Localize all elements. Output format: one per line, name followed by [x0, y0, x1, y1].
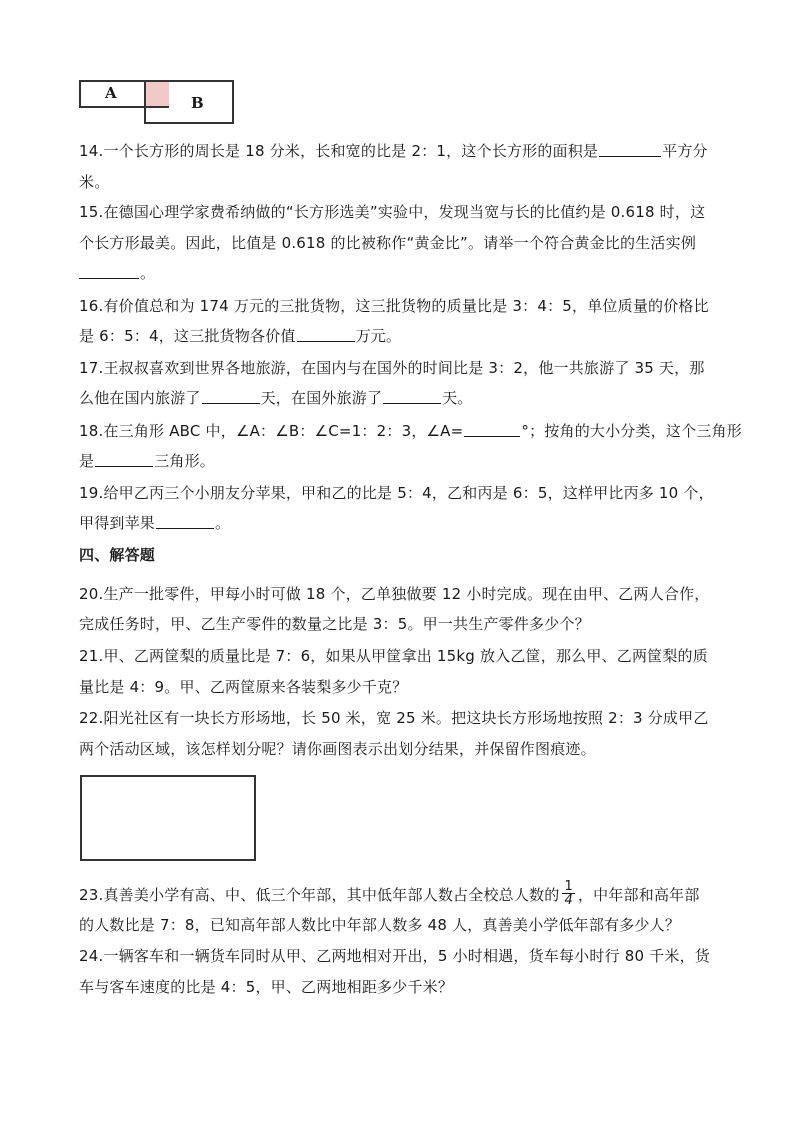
q23-line1: 23.真善美小学有高、中、低三个年部，其中低年部人数占全校总人数的 $\frac{1}{4}$ ，中年部和高年部 — [79, 879, 700, 908]
answer-blank[interactable] — [95, 451, 153, 467]
q14-line2: 米。 — [79, 173, 110, 191]
q19-line1: 19.给甲乙丙三个小朋友分苹果，甲和乙的比是 5：4，乙和丙是 6：5，这样甲比丙多 10 个， — [79, 484, 714, 502]
q17-line2: 么他在国内旅游了 天，在国外旅游了 天。 — [79, 389, 473, 407]
section-heading: 四、解答题 — [79, 546, 156, 564]
q23-line2: 的人数比是 7：8，已知高年部人数比中年部人数多 48 人，真善美小学低年部有多少人？ — [79, 916, 681, 934]
q17-line1: 17.王叔叔喜欢到世界各地旅游，在国内与在国外的时间比是 3：2，他一共旅游了 35 天，那 — [79, 359, 705, 377]
answer-blank[interactable] — [202, 388, 260, 404]
answer-blank[interactable] — [464, 421, 520, 437]
q20-line1: 20.生产一批零件，甲每小时可做 18 个，乙单独做要 12 小时完成。现在由甲、乙两人合作， — [79, 585, 710, 603]
q24-line1: 24.一辆客车和一辆货车同时从甲、乙两地相对开出，5 小时相遇，货车每小时行 80 千米，货 — [79, 947, 710, 965]
answer-blank[interactable] — [383, 388, 441, 404]
q15-line1: 15.在德国心理学家费希纳做的“长方形选美”实验中，发现当宽与长的比值约是 0.618 时，这 — [79, 203, 706, 221]
q19-line2: 甲得到苹果 。 — [79, 514, 231, 532]
q22-line1: 22.阳光社区有一块长方形场地，长 50 米，宽 25 米。把这块长方形场地按照 2：3 分成甲乙 — [79, 709, 709, 727]
q15-line2: 个长方形最美。因此，比值是 0.618 的比被称作“黄金比”。请举一个符合黄金比的生活实例 — [79, 234, 697, 252]
q21-line1: 21.甲、乙两筐梨的质量比是 7：6，如果从甲筐拿出 15kg 放入乙筐，那么甲、乙两筐梨的质 — [79, 647, 708, 665]
q18-line2: 是 三角形。 — [79, 452, 216, 470]
answer-blank[interactable] — [297, 326, 355, 342]
q21-line2: 量比是 4：9。甲、乙两筐原来各装梨多少千克？ — [79, 678, 408, 696]
q24-line2: 车与客车速度的比是 4：5，甲、乙两地相距多少千米？ — [79, 978, 454, 996]
drawing-rectangle[interactable] — [80, 775, 256, 861]
fraction-one-quarter: $\frac{1}{4}$ — [564, 879, 573, 908]
label-a: A — [105, 84, 117, 102]
q20-line2: 完成任务时，甲、乙生产零件的数量之比是 3：5。甲一共生产零件多少个？ — [79, 615, 590, 633]
overlapping-rectangles-figure — [79, 78, 239, 128]
label-b: B — [191, 94, 204, 112]
q15-line3: 。 — [79, 263, 155, 283]
rectangle-b — [144, 80, 234, 124]
q16-line1: 16.有价值总和为 174 万元的三批货物，这三批货物的质量比是 3：4：5，单位质量的价格比 — [79, 297, 709, 315]
q18-line1: 18.在三角形 ABC 中，∠A：∠B：∠C=1：2：3，∠A= °；按角的大小分类，这个三角形 — [79, 422, 742, 440]
answer-blank[interactable] — [599, 141, 661, 157]
q14-line1: 14.一个长方形的周长是 18 分米，长和宽的比是 2：1，这个长方形的面积是 平方分 — [79, 142, 708, 160]
q22-line2: 两个活动区域，该怎样划分呢？请你画图表示出划分结果，并保留作图痕迹。 — [79, 740, 596, 758]
answer-blank[interactable] — [156, 513, 214, 529]
answer-blank[interactable] — [79, 263, 139, 279]
q16-line2: 是 6：5：4，这三批货物各价值 万元。 — [79, 327, 402, 345]
